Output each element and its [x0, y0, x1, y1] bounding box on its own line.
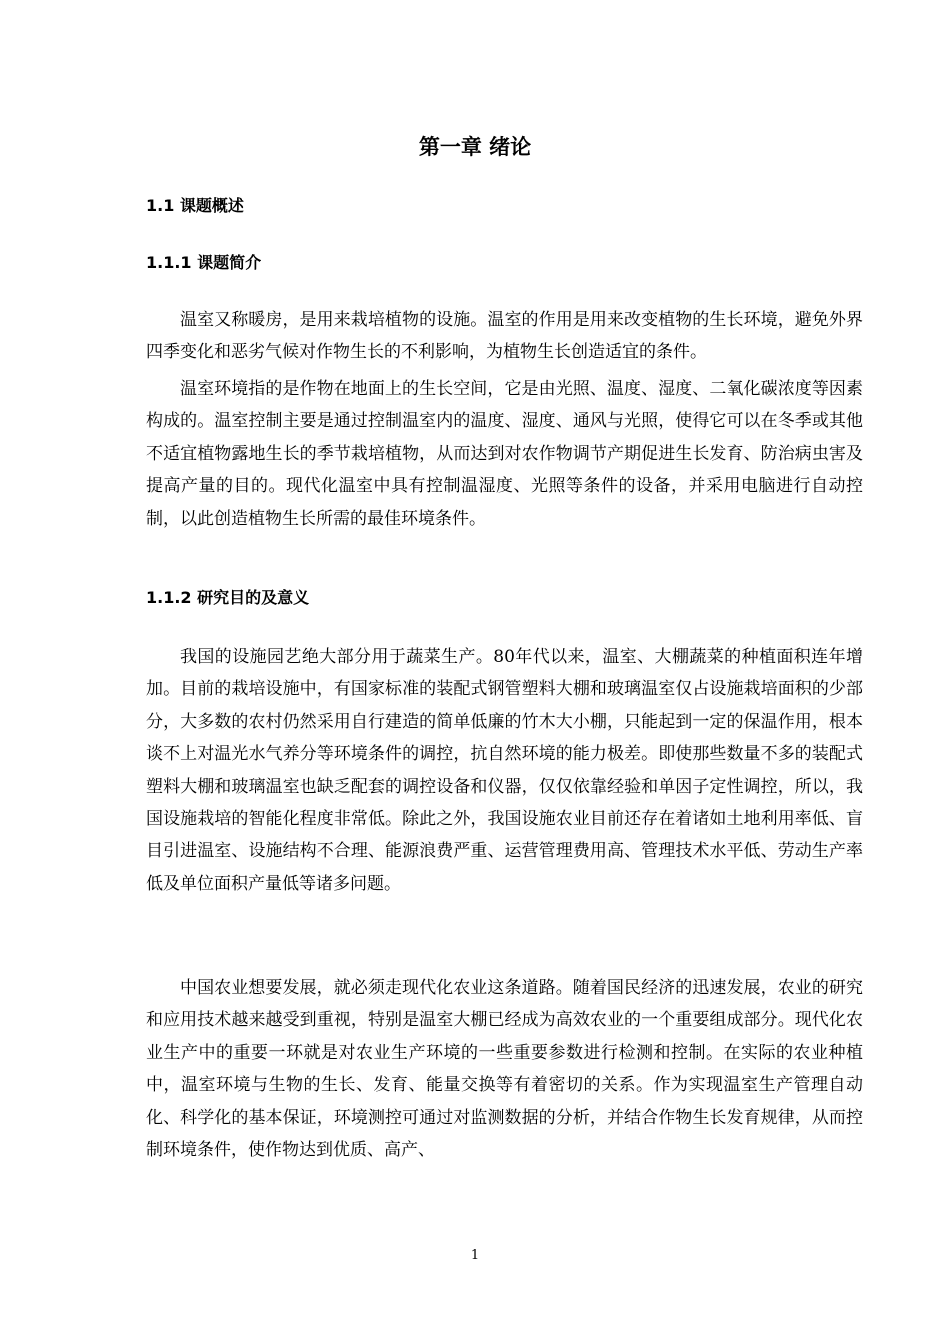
paragraph-intro-1: 温室又称暖房，是用来栽培植物的设施。温室的作用是用来改变植物的生长环境，避免外界四季变化和恶劣气候对作物生长的不利影响，为植物生长创造适宜的条件。: [146, 310, 863, 363]
section-heading-1-1-1: 1.1.1 课题简介: [146, 253, 262, 272]
paragraph-purpose-1: 我国的设施园艺绝大部分用于蔬菜生产。80年代以来，温室、大棚蔬菜的种植面积连年增加。目前的栽培设施中，有国家标准的装配式钢管塑料大棚和玻璃温室仅占设施栽培面积的少部分，大多数的农村仍然采用自行建造的简单低廉的竹木大小棚，只能起到一定的保温作用，根本谈不上对温光水气养分等环境条件的调控，抗自然环境的能力极差。即使那些数量不多的装配式塑料大棚和玻璃温室也缺乏配套的调控设备和仪器，仅仅依靠经验和单因子定性调控，所以，我国设施栽培的智能化程度非常低。除此之外，我国设施农业目前还存在着诸如土地利用率低、盲目引进温室、设施结构不合理、能源浪费严重、运营管理费用高、管理技术水平低、劳动生产率低及单位面积产量低等诸多问题。: [146, 647, 863, 894]
section-heading-1-1-2: 1.1.2 研究目的及意义: [146, 588, 310, 607]
section-heading-1-1: 1.1 课题概述: [146, 196, 244, 215]
paragraph-purpose-2: 中国农业想要发展，就必须走现代化农业这条道路。随着国民经济的迅速发展，农业的研究和应用技术越来越受到重视，特别是温室大棚已经成为高效农业的一个重要组成部分。现代化农业生产中的重要一环就是对农业生产环境的一些重要参数进行检测和控制。在实际的农业种植中，温室环境与生物的生长、发育、能量交换等有着密切的关系。作为实现温室生产管理自动化、科学化的基本保证，环境测控可通过对监测数据的分析，并结合作物生长发育规律，从而控制环境条件，使作物达到优质、高产、: [146, 978, 863, 1161]
paragraph-intro-2: 温室环境指的是作物在地面上的生长空间，它是由光照、温度、湿度、二氧化碳浓度等因素构成的。温室控制主要是通过控制温室内的温度、湿度、通风与光照，使得它可以在冬季或其他不适宜植物露地生长的季节栽培植物，从而达到对农作物调节产期促进生长发育、防治病虫害及提高产量的目的。现代化温室中具有控制温湿度、光照等条件的设备，并采用电脑进行自动控制，以此创造植物生长所需的最佳环境条件。: [146, 379, 863, 529]
chapter-title: 第一章 绪论: [418, 135, 532, 159]
page-number: 1: [470, 1248, 480, 1263]
